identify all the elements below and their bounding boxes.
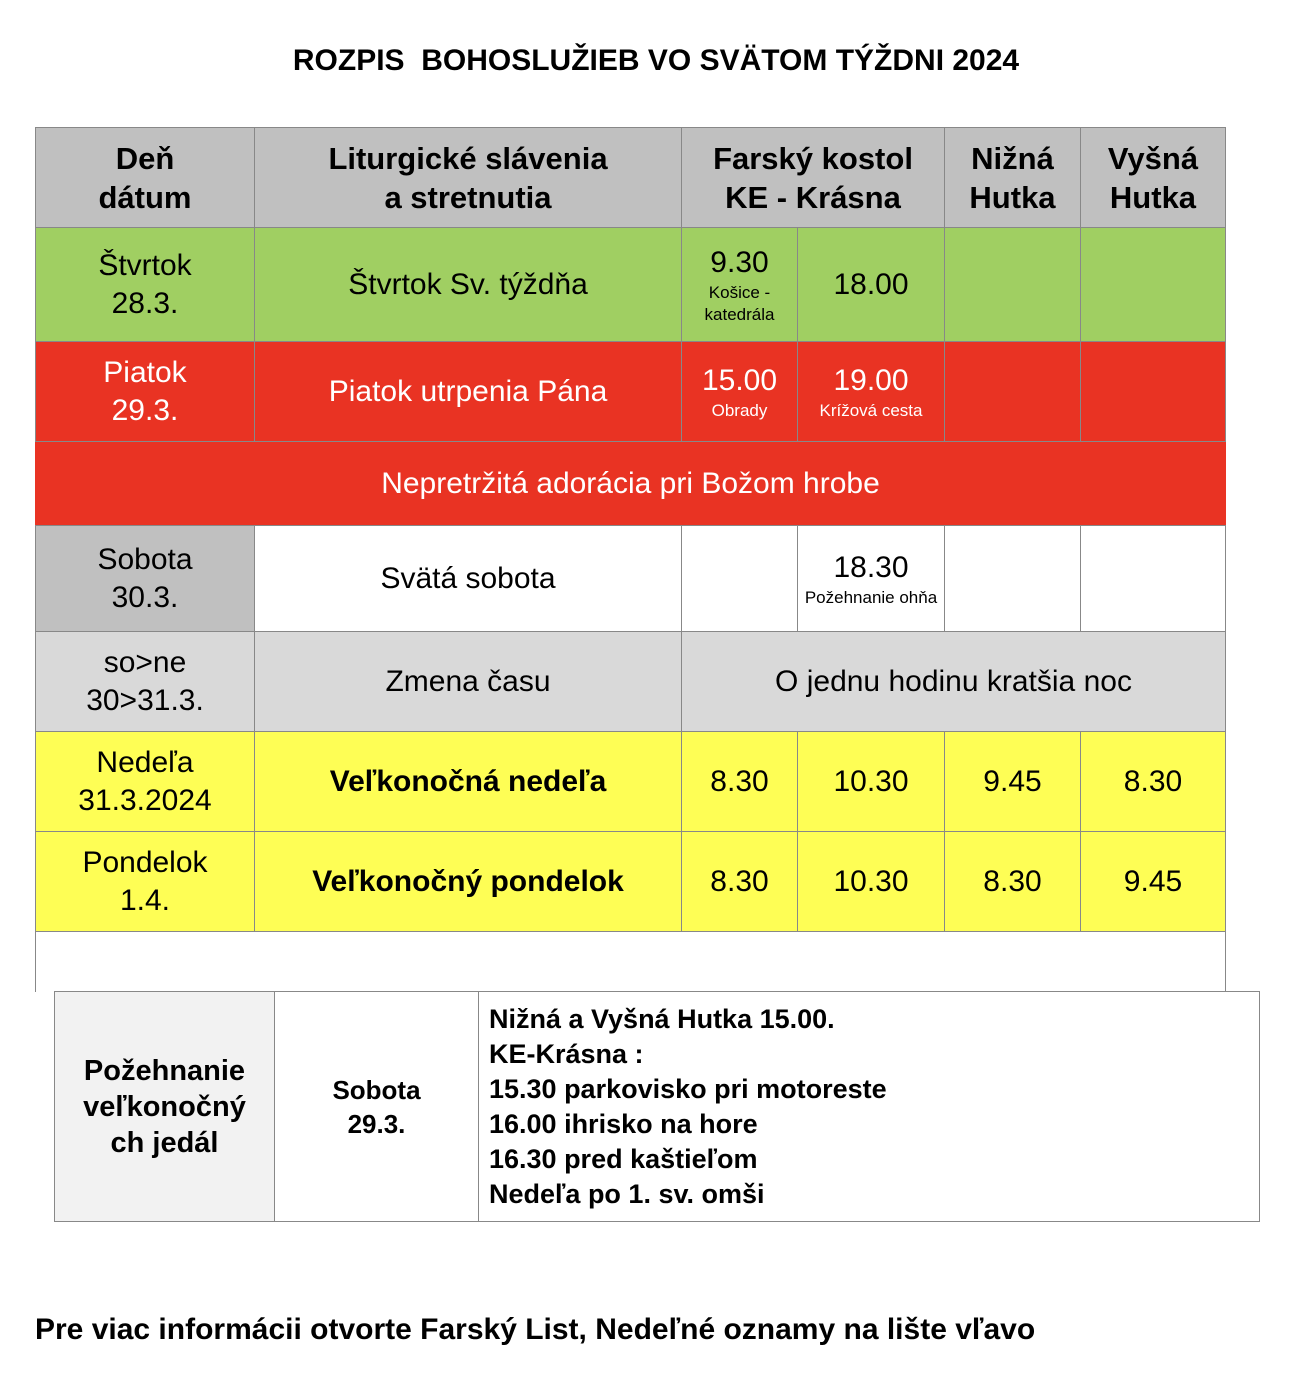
time-cell: 10.30 — [798, 832, 945, 932]
day-cell: Pondelok 1.4. — [36, 832, 255, 932]
empty-cell — [945, 342, 1081, 442]
time-cell: 9.45 — [1081, 832, 1226, 932]
time-cell: 18.30 Požehnanie ohňa — [798, 526, 945, 632]
table-row — [36, 732, 1226, 832]
day-cell: Sobota 30.3. — [36, 526, 255, 632]
liturgy-cell: Veľkonočný pondelok — [255, 832, 682, 932]
empty-row — [36, 932, 1226, 992]
time-cell: 9.30 Košice - katedrála — [682, 228, 798, 342]
table-row — [36, 342, 1226, 442]
time-cell: 8.30 — [945, 832, 1081, 932]
empty-cell — [682, 526, 798, 632]
blessing-times: Nižná a Vyšná Hutka 15.00. KE-Krásna : 15.30 parkovisko pri motoreste 16.00 ihrisko na hore 16.30 pred kaštieľom Nedeľa po 1. sv. omši — [479, 992, 1260, 1222]
table-row — [36, 832, 1226, 932]
table-row — [55, 992, 1260, 1222]
header-liturgy: Liturgické slávenia a stretnutia — [255, 128, 682, 228]
liturgy-cell: Štvrtok Sv. týždňa — [255, 228, 682, 342]
liturgy-cell: Zmena času — [255, 632, 682, 732]
empty-cell — [1081, 228, 1226, 342]
time-cell: 18.00 — [798, 228, 945, 342]
dst-note-cell: O jednu hodinu kratšia noc — [682, 632, 1226, 732]
empty-cell — [945, 228, 1081, 342]
liturgy-cell: Veľkonočná nedeľa — [255, 732, 682, 832]
blessing-day: Sobota 29.3. — [275, 992, 479, 1222]
day-cell: Štvrtok 28.3. — [36, 228, 255, 342]
empty-cell — [945, 526, 1081, 632]
time-cell: 19.00 Krížová cesta — [798, 342, 945, 442]
empty-cell — [1081, 526, 1226, 632]
day-cell: so>ne 30>31.3. — [36, 632, 255, 732]
table-row — [36, 632, 1226, 732]
table-row — [36, 526, 1226, 632]
header-farsky-kostol: Farský kostol KE - Krásna — [682, 128, 945, 228]
page-title: ROZPIS BOHOSLUŽIEB VO SVÄTOM TÝŽDNI 2024 — [292, 44, 1020, 77]
blessing-table — [54, 991, 1260, 1222]
time-cell: 8.30 — [682, 732, 798, 832]
empty-cell — [1081, 342, 1226, 442]
time-cell: 15.00 Obrady — [682, 342, 798, 442]
header-nizna-hutka: Nižná Hutka — [945, 128, 1081, 228]
table-row — [36, 228, 1226, 342]
time-cell: 10.30 — [798, 732, 945, 832]
blessing-label: Požehnanie veľkonočný ch jedál — [55, 992, 275, 1222]
table-row — [36, 442, 1226, 526]
empty-cell — [36, 932, 1226, 992]
header-vysna-hutka: Vyšná Hutka — [1081, 128, 1226, 228]
liturgy-cell: Piatok utrpenia Pána — [255, 342, 682, 442]
day-cell: Nedeľa 31.3.2024 — [36, 732, 255, 832]
header-day: Deň dátum — [36, 128, 255, 228]
adoration-cell: Nepretržitá adorácia pri Božom hrobe — [36, 442, 1226, 526]
day-cell: Piatok 29.3. — [36, 342, 255, 442]
time-cell: 9.45 — [945, 732, 1081, 832]
liturgy-cell: Svätá sobota — [255, 526, 682, 632]
schedule-table — [35, 127, 1226, 992]
footer-note: Pre viac informácii otvorte Farský List, Nedeľné oznamy na lište vľavo — [35, 1313, 1036, 1346]
time-cell: 8.30 — [682, 832, 798, 932]
header-row — [36, 128, 1226, 228]
time-cell: 8.30 — [1081, 732, 1226, 832]
